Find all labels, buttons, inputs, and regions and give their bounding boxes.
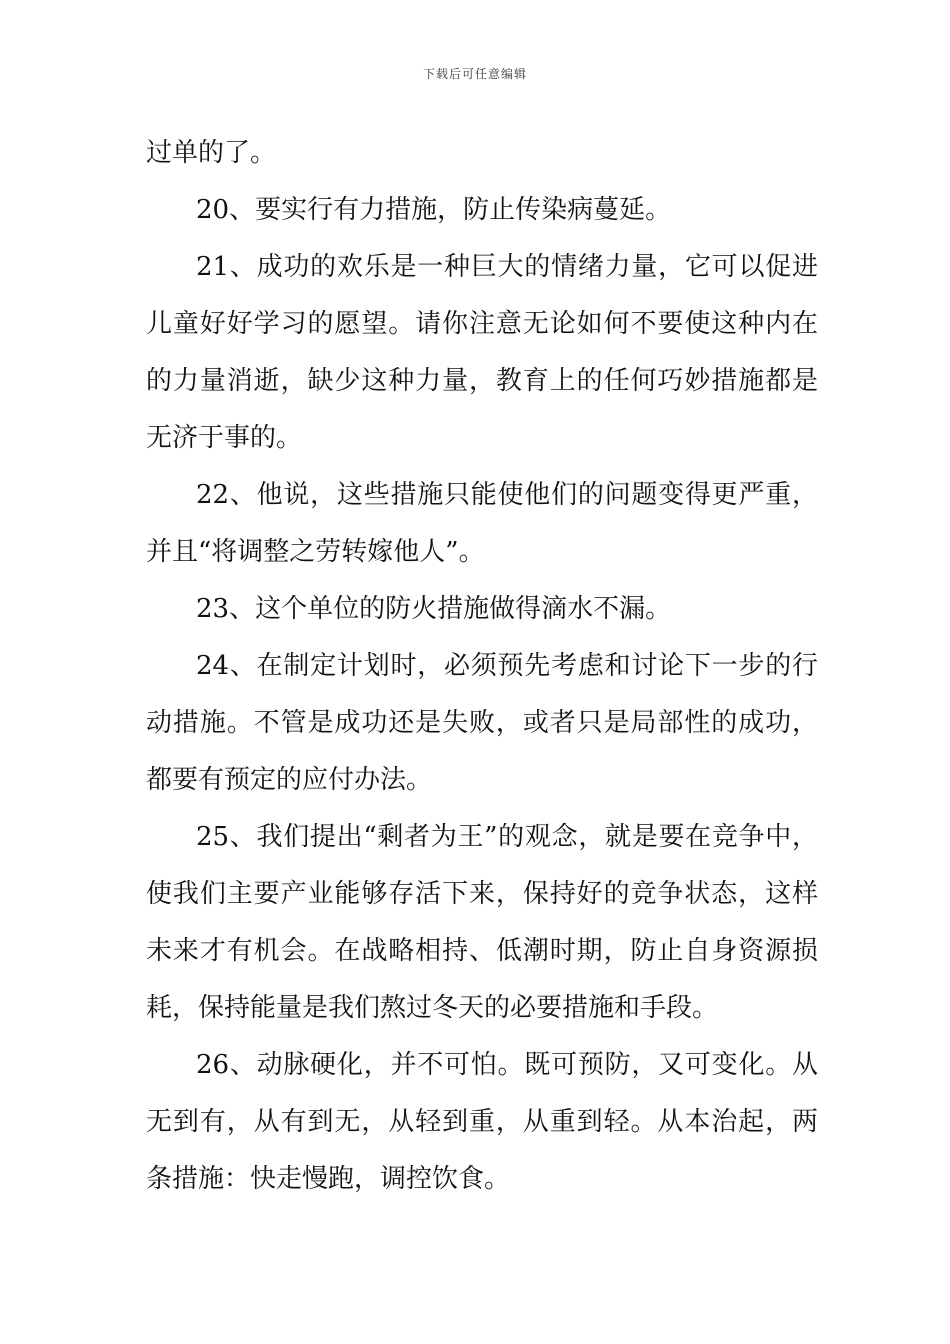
paragraph-22: 22、他说，这些措施只能使他们的问题变得更严重，并且“将调整之劳转嫁他人”。 bbox=[146, 480, 818, 567]
page-header: 下载后可任意编辑 bbox=[422, 67, 527, 81]
paragraph-20: 20、要实行有力措施，防止传染病蔓延。 bbox=[196, 195, 672, 225]
paragraph-26: 26、动脉硬化，并不可怕。既可预防，又可变化。从无到有，从有到无，从轻到重，从重到轻。从本治起，两条措施：快走慢跑，调控饮食。 bbox=[146, 1050, 818, 1194]
document-body bbox=[146, 125, 818, 1208]
paragraph-24: 24、在制定计划时，必须预先考虑和讨论下一步的行动措施。不管是成功还是失败，或者只是局部性的成功，都要有预定的应付办法。 bbox=[146, 651, 818, 795]
paragraph-continuation: 过单的了。 bbox=[146, 138, 277, 168]
paragraph-25: 25、我们提出“剩者为王”的观念，就是要在竞争中，使我们主要产业能够存活下来，保持好的竞争状态，这样未来才有机会。在战略相持、低潮时期，防止自身资源损耗，保持能量是我们熬过冬天的必要措施和手段。 bbox=[146, 822, 818, 1023]
paragraph-23: 23、这个单位的防火措施做得滴水不漏。 bbox=[196, 594, 672, 624]
paragraph-21: 21、成功的欢乐是一种巨大的情绪力量，它可以促进儿童好好学习的愿望。请你注意无论如何不要使这种内在的力量消逝，缺少这种力量，教育上的任何巧妙措施都是无济于事的。 bbox=[146, 252, 818, 453]
